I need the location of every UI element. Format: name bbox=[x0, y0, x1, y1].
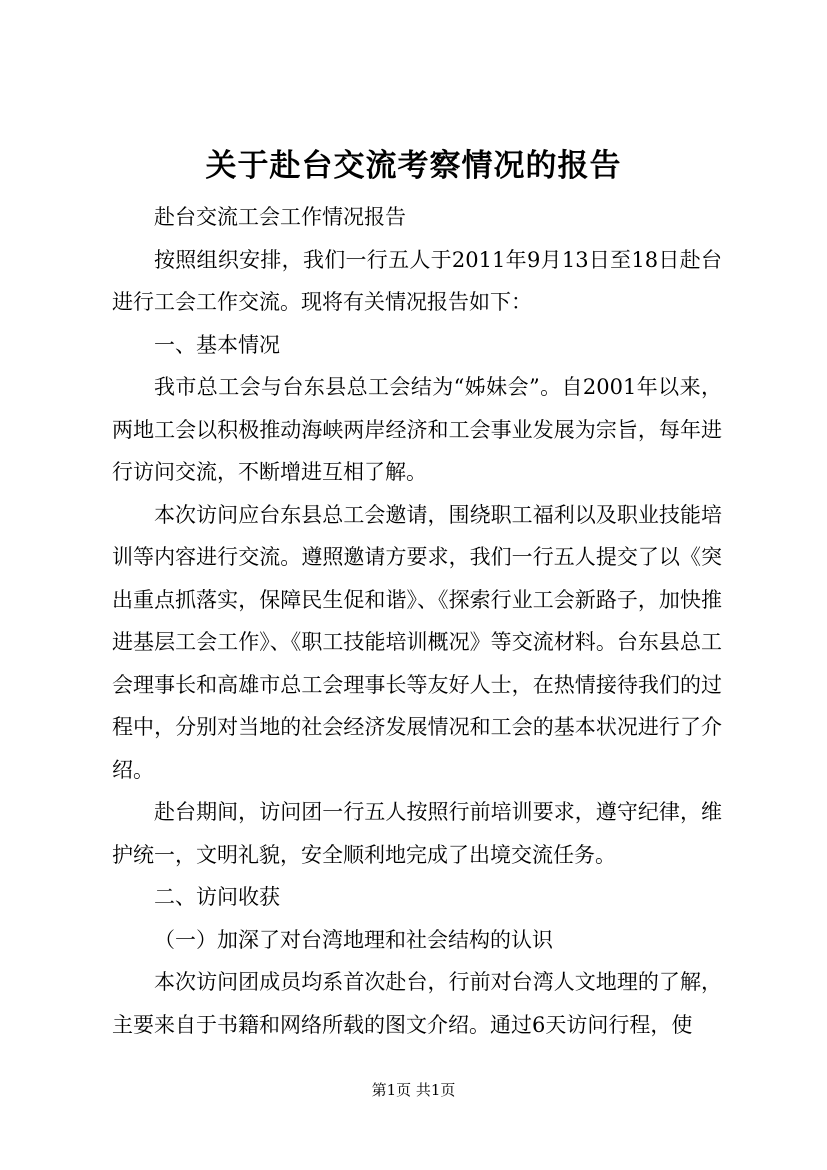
paragraph-visit-discipline: 赴台期间，访问团一行五人按照行前培训要求，遵守纪律，维护统一，文明礼貌，安全顺利地完成了出境交流任务。 bbox=[112, 800, 722, 867]
paragraph-report-subtitle: 赴台交流工会工作情况报告 bbox=[154, 205, 406, 229]
paragraph-sister-unions: 我市总工会与台东县总工会结为“姊妹会”。自2001年以来，两地工会以积极推动海峡两岸经济和工会事业发展为宗旨，每年进行访问交流，不断增进互相了解。 bbox=[112, 375, 722, 484]
subsection-heading-geography: （一）加深了对台湾地理和社会结构的认识 bbox=[154, 927, 553, 952]
paragraph-intro: 按照组织安排，我们一行五人于2011年9月13日至18日赴台进行工会工作交流。现将有关情况报告如下： bbox=[112, 247, 722, 314]
section-heading-basic-situation: 一、基本情况 bbox=[154, 332, 280, 357]
paragraph-visit-content: 本次访问应台东县总工会邀请，围绕职工福利以及职业技能培训等内容进行交流。遵照邀请方要求，我们一行五人提交了以《突出重点抓落实，保障民生促和谐》、《探索行业工会新路子，加快推进基层工会工作》、《职工技能培训概况》等交流材料。台东县总工会理事长和高雄市总工会理事长等友好人士，在热情接待我们的过程中，分别对当地的社会经济发展情况和工会的基本状况进行了介绍。 bbox=[112, 502, 722, 782]
page-title: 关于赴台交流考察情况的报告 bbox=[205, 148, 622, 184]
document-body bbox=[112, 196, 722, 1046]
section-heading-visit-gains: 二、访问收获 bbox=[154, 885, 280, 909]
paragraph-first-visit: 本次访问团成员均系首次赴台，行前对台湾人文地理的了解，主要来自于书籍和网络所载的图文介绍。通过6天访问行程，使 bbox=[112, 970, 722, 1037]
page-number: 第1页 共1页 bbox=[371, 1081, 456, 1099]
